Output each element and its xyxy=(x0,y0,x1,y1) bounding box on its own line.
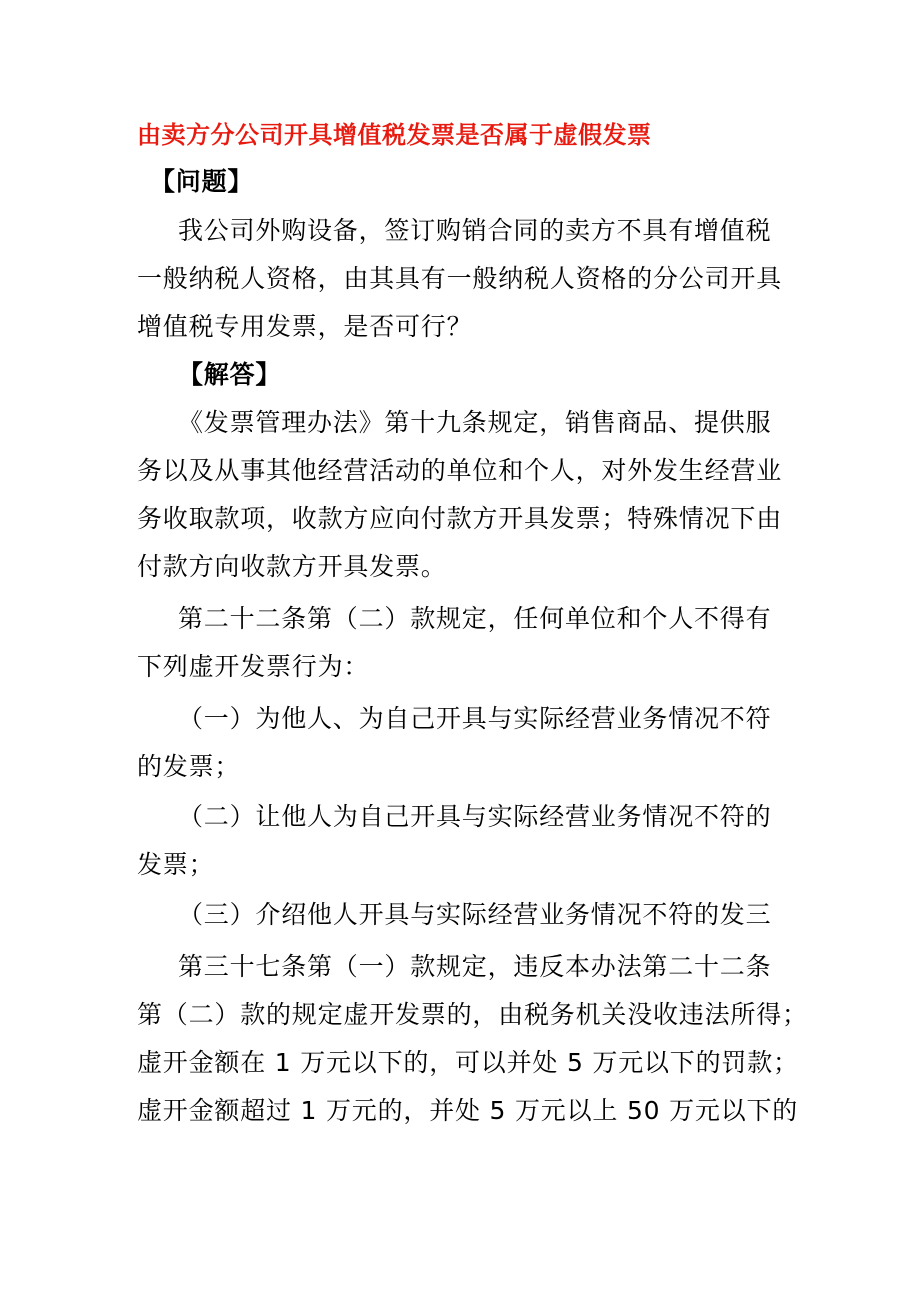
paragraph-line: 第三十七条第（一）款规定，违反本办法第二十二条 xyxy=(178,952,772,981)
paragraph-line: 我公司外购设备，签订购销合同的卖方不具有增值税 xyxy=(178,216,772,245)
paragraph-line: 下列虚开发票行为： xyxy=(137,652,370,681)
answer-heading: 【解答】 xyxy=(178,360,282,389)
list-item-line: 发票； xyxy=(137,850,215,879)
paragraph-line: 务收取款项，收款方应向付款方开具发票；特殊情况下由 xyxy=(137,504,783,533)
paragraph-line: 第（二）款的规定虚开发票的，由税务机关没收违法所得； xyxy=(137,1000,808,1029)
question-heading: 【问题】 xyxy=(150,167,254,196)
paragraph-line: 《发票管理办法》第十九条规定，销售商品、提供服 xyxy=(178,408,772,437)
paragraph-line: 一般纳税人资格，由其具有一般纳税人资格的分公司开具 xyxy=(137,264,783,293)
paragraph-line: 增值税专用发票，是否可行？ xyxy=(137,312,473,341)
document-title: 由卖方分公司开具增值税发票是否属于虚假发票 xyxy=(137,121,652,149)
paragraph-line: 第二十二条第（二）款规定，任何单位和个人不得有 xyxy=(178,604,772,633)
paragraph-line: 虚开金额超过 1 万元的，并处 5 万元以上 50 万元以下的 xyxy=(137,1096,799,1125)
paragraph-line: 务以及从事其他经营活动的单位和个人，对外发生经营业 xyxy=(137,456,783,485)
list-item-line: （一）为他人、为自己开具与实际经营业务情况不符 xyxy=(178,704,772,733)
list-item-line: （二）让他人为自己开具与实际经营业务情况不符的 xyxy=(178,802,772,831)
list-item-line: 的发票； xyxy=(137,752,241,781)
paragraph-line: 付款方向收款方开具发票。 xyxy=(137,552,447,581)
paragraph-line: 虚开金额在 1 万元以下的，可以并处 5 万元以下的罚款； xyxy=(137,1048,799,1077)
list-item-line: （三）介绍他人开具与实际经营业务情况不符的发三 xyxy=(178,900,772,929)
